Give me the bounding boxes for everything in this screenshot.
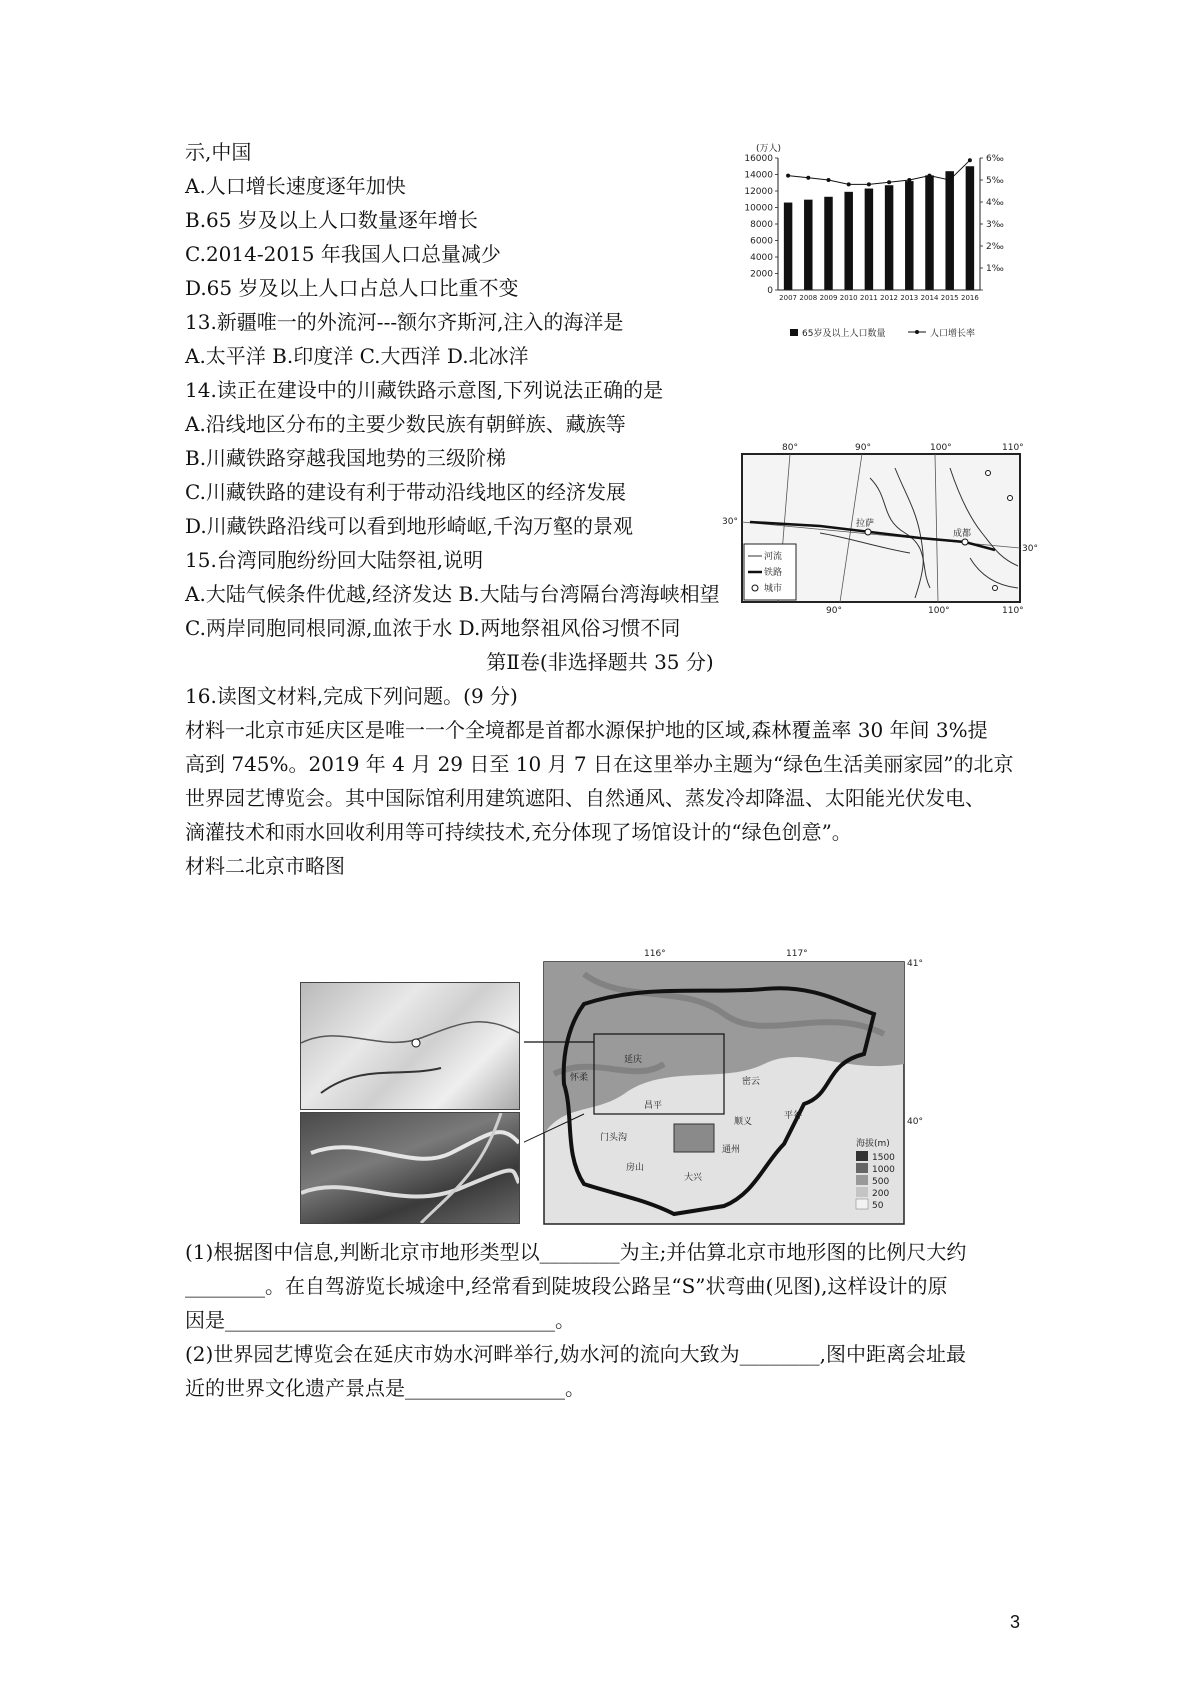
q12-option-b: B.65 岁及以上人口数量逐年增长: [185, 208, 478, 232]
bar-2007: [784, 203, 792, 290]
city-chengdu-label: 成都: [953, 529, 972, 539]
x-tick-label: 2008: [799, 294, 818, 302]
y2-tick-label: 1‰: [986, 264, 1004, 274]
lat-41-label: 41°: [907, 959, 923, 969]
beijing-relief-map: [524, 944, 924, 1226]
place-huairou: 怀柔: [570, 1073, 589, 1083]
legend-value-4: 200: [872, 1189, 890, 1199]
city-marker-4: [1008, 496, 1013, 501]
legend-city-symbol: [752, 585, 758, 591]
lat-40-label: 40°: [907, 1117, 923, 1127]
y-tick-label: 16000: [744, 154, 773, 164]
q14-stem: 14.读正在建设中的川藏铁路示意图,下列说法正确的是: [185, 378, 664, 402]
y-tick-label: 4000: [750, 253, 773, 263]
y2-tick-label: 2‰: [986, 242, 1004, 252]
growth-rate-point-2010: [847, 182, 851, 186]
q16-material1-line1: 材料一北京市延庆区是唯一一个全境都是首都水源保护地的区域,森林覆盖率 30 年间 3%提: [185, 718, 988, 742]
bar-2011: [865, 189, 873, 290]
place-pinggu: 平谷: [784, 1111, 803, 1121]
yanqing-inset-map: [300, 982, 520, 1110]
q12-stem-tail: 示,中国: [185, 140, 252, 164]
urban-core: [674, 1124, 714, 1152]
legend-city-label: 城市: [764, 584, 783, 594]
growth-rate-point-2013: [907, 178, 911, 182]
legend-rail-label: 铁路: [764, 568, 783, 578]
y-tick-label: 10000: [744, 203, 773, 214]
legend-value-2: 1000: [872, 1165, 895, 1175]
legend-swatch-4: [856, 1187, 868, 1197]
growth-rate-point-2009: [827, 178, 831, 182]
q16-sub1-line3: 因是_________________________________。: [185, 1308, 575, 1332]
x-tick-label: 2011: [859, 294, 878, 302]
top-lon-110: 110°: [1002, 443, 1024, 453]
section-title: 第Ⅱ卷(非选择题共 35 分): [486, 650, 714, 674]
q16-material1-line2: 高到 745%。2019 年 4 月 29 日至 10 月 7 日在这里举办主题为“绿色生活美丽家园”的北京: [185, 752, 1014, 776]
q14-option-b: B.川藏铁路穿越我国地势的三级阶梯: [185, 446, 507, 470]
bar-2008: [804, 200, 812, 290]
q12-option-d: D.65 岁及以上人口占总人口比重不变: [185, 276, 519, 300]
q12-option-a: A.人口增长速度逐年加快: [185, 174, 406, 198]
x-tick-label: 2014: [920, 294, 939, 302]
legend-river-label: 河流: [764, 552, 783, 562]
q16-sub1-line1: (1)根据图中信息,判断北京市地形类型以________为主;并估算北京市地形图的比例尺大约: [185, 1240, 967, 1264]
x-tick-label: 2016: [960, 294, 979, 302]
legend-value-3: 500: [872, 1177, 890, 1187]
place-fangshan: 房山: [626, 1163, 645, 1173]
top-lon-80: 80°: [782, 443, 798, 453]
y-tick-label: 0: [767, 286, 773, 296]
right-lat-30: 30°: [1022, 544, 1038, 554]
x-tick-label: 2009: [819, 294, 838, 302]
s-curve-road-photo: [300, 1112, 520, 1224]
city-marker-5: [993, 586, 998, 591]
y2-tick-label: 3‰: [986, 220, 1004, 230]
q14-option-c: C.川藏铁路的建设有利于带动沿线地区的经济发展: [185, 480, 626, 504]
x-tick-label: 2007: [779, 294, 798, 302]
x-tick-label: 2010: [839, 294, 858, 302]
growth-rate-point-2016: [968, 158, 972, 162]
place-daxing: 大兴: [684, 1173, 703, 1183]
y2-tick-label: 6‰: [986, 154, 1004, 164]
bar-2013: [905, 181, 913, 290]
q14-option-d: D.川藏铁路沿线可以看到地形崎岖,千沟万壑的景观: [185, 514, 634, 538]
q15-stem: 15.台湾同胞纷纷回大陆祭祖,说明: [185, 548, 484, 572]
q14-option-a: A.沿线地区分布的主要少数民族有朝鲜族、藏族等: [185, 412, 626, 436]
q13-options: A.太平洋 B.印度洋 C.大西洋 D.北冰洋: [185, 344, 529, 368]
bar-2016: [966, 166, 974, 290]
growth-rate-line: [788, 160, 970, 184]
q16-stem: 16.读图文材料,完成下列问题。(9 分): [185, 684, 518, 708]
bottom-lon-100: 100°: [928, 606, 950, 616]
page-number: 3: [1009, 1612, 1020, 1632]
q16-sub1-line2: ________。在自驾游览长城途中,经常看到陡坡段公路呈“S”状弯曲(见图),这样设计的原: [185, 1274, 948, 1298]
growth-rate-point-2008: [806, 176, 810, 180]
bar-2010: [844, 192, 852, 290]
q15-options-line1: A.大陆气候条件优越,经济发达 B.大陆与台湾隔台湾海峡相望: [185, 582, 720, 606]
q16-material1-line4: 滴灌技术和雨水回收利用等可持续技术,充分体现了场馆设计的“绿色创意”。: [185, 820, 852, 844]
city-marker-3: [986, 471, 991, 476]
bottom-lon-90: 90°: [826, 606, 842, 616]
legend-line-marker: [915, 330, 919, 334]
legend-title: 海拔(m): [856, 1139, 890, 1149]
q16-material2: 材料二北京市略图: [185, 854, 345, 878]
place-mentougou: 门头沟: [600, 1133, 628, 1143]
top-lon-100: 100°: [930, 443, 952, 453]
q13-stem: 13.新疆唯一的外流河---额尔齐斯河,注入的海洋是: [185, 310, 624, 334]
lon-116-label: 116°: [644, 949, 666, 959]
q15-options-line2: C.两岸同胞同根同源,血浓于水 D.两地祭祖风俗习惯不同: [185, 616, 681, 640]
bar-2009: [824, 197, 832, 290]
y-tick-label: 12000: [744, 187, 773, 197]
sichuan-tibet-railway-map: [720, 438, 1040, 618]
x-tick-label: 2013: [900, 294, 919, 302]
place-shunyi: 顺义: [734, 1117, 753, 1127]
top-lon-90: 90°: [855, 443, 871, 453]
y-tick-label: 6000: [750, 236, 773, 247]
legend-bar-swatch: [790, 329, 798, 336]
q12-option-c: C.2014-2015 年我国人口总量减少: [185, 242, 501, 266]
q16-material1-line3: 世界园艺博览会。其中国际馆利用建筑遮阳、自然通风、蒸发冷却降温、太阳能光伏发电、: [185, 786, 985, 810]
left-lat-30: 30°: [722, 517, 738, 527]
legend-swatch-1: [856, 1151, 868, 1161]
bottom-lon-110: 110°: [1002, 606, 1024, 616]
legend-series-2: 人口增长率: [930, 329, 976, 339]
population-chart: [728, 140, 1028, 346]
legend-swatch-2: [856, 1163, 868, 1173]
y2-tick-label: 4‰: [986, 198, 1004, 208]
growth-rate-point-2012: [887, 180, 891, 184]
y-tick-label: 8000: [750, 220, 773, 230]
place-changping: 昌平: [644, 1101, 663, 1111]
q16-sub2-line2: 近的世界文化遗产景点是________________。: [185, 1376, 585, 1400]
legend-series-1: 65岁及以上人口数量: [802, 329, 886, 339]
growth-rate-point-2014: [928, 174, 932, 178]
y-tick-label: 14000: [744, 170, 773, 181]
legend-value-1: 1500: [872, 1153, 895, 1163]
city-lhasa-marker: [865, 529, 871, 535]
growth-rate-point-2007: [786, 174, 790, 178]
legend-swatch-5: [856, 1199, 868, 1209]
place-yanqing: 延庆: [624, 1055, 643, 1065]
bar-2012: [885, 185, 893, 290]
city-lhasa-label: 拉萨: [856, 519, 875, 529]
x-tick-label: 2015: [940, 294, 959, 302]
city-chengdu-marker: [962, 539, 968, 545]
bar-2015: [945, 171, 953, 290]
chart-ylabel: (万人): [756, 144, 782, 154]
place-tongzhou: 通州: [722, 1145, 741, 1155]
bar-2014: [925, 175, 933, 290]
legend-value-5: 50: [872, 1201, 884, 1211]
y2-tick-label: 5‰: [986, 176, 1004, 186]
place-miyun: 密云: [742, 1077, 761, 1087]
y-tick-label: 2000: [750, 269, 773, 280]
growth-rate-point-2015: [948, 178, 952, 182]
legend-swatch-3: [856, 1175, 868, 1185]
x-tick-label: 2012: [880, 294, 899, 302]
growth-rate-point-2011: [867, 182, 871, 186]
lon-117-label: 117°: [786, 949, 808, 959]
q16-sub2-line1: (2)世界园艺博览会在延庆市妫水河畔举行,妫水河的流向大致为________,图中距离会址最: [185, 1342, 967, 1366]
